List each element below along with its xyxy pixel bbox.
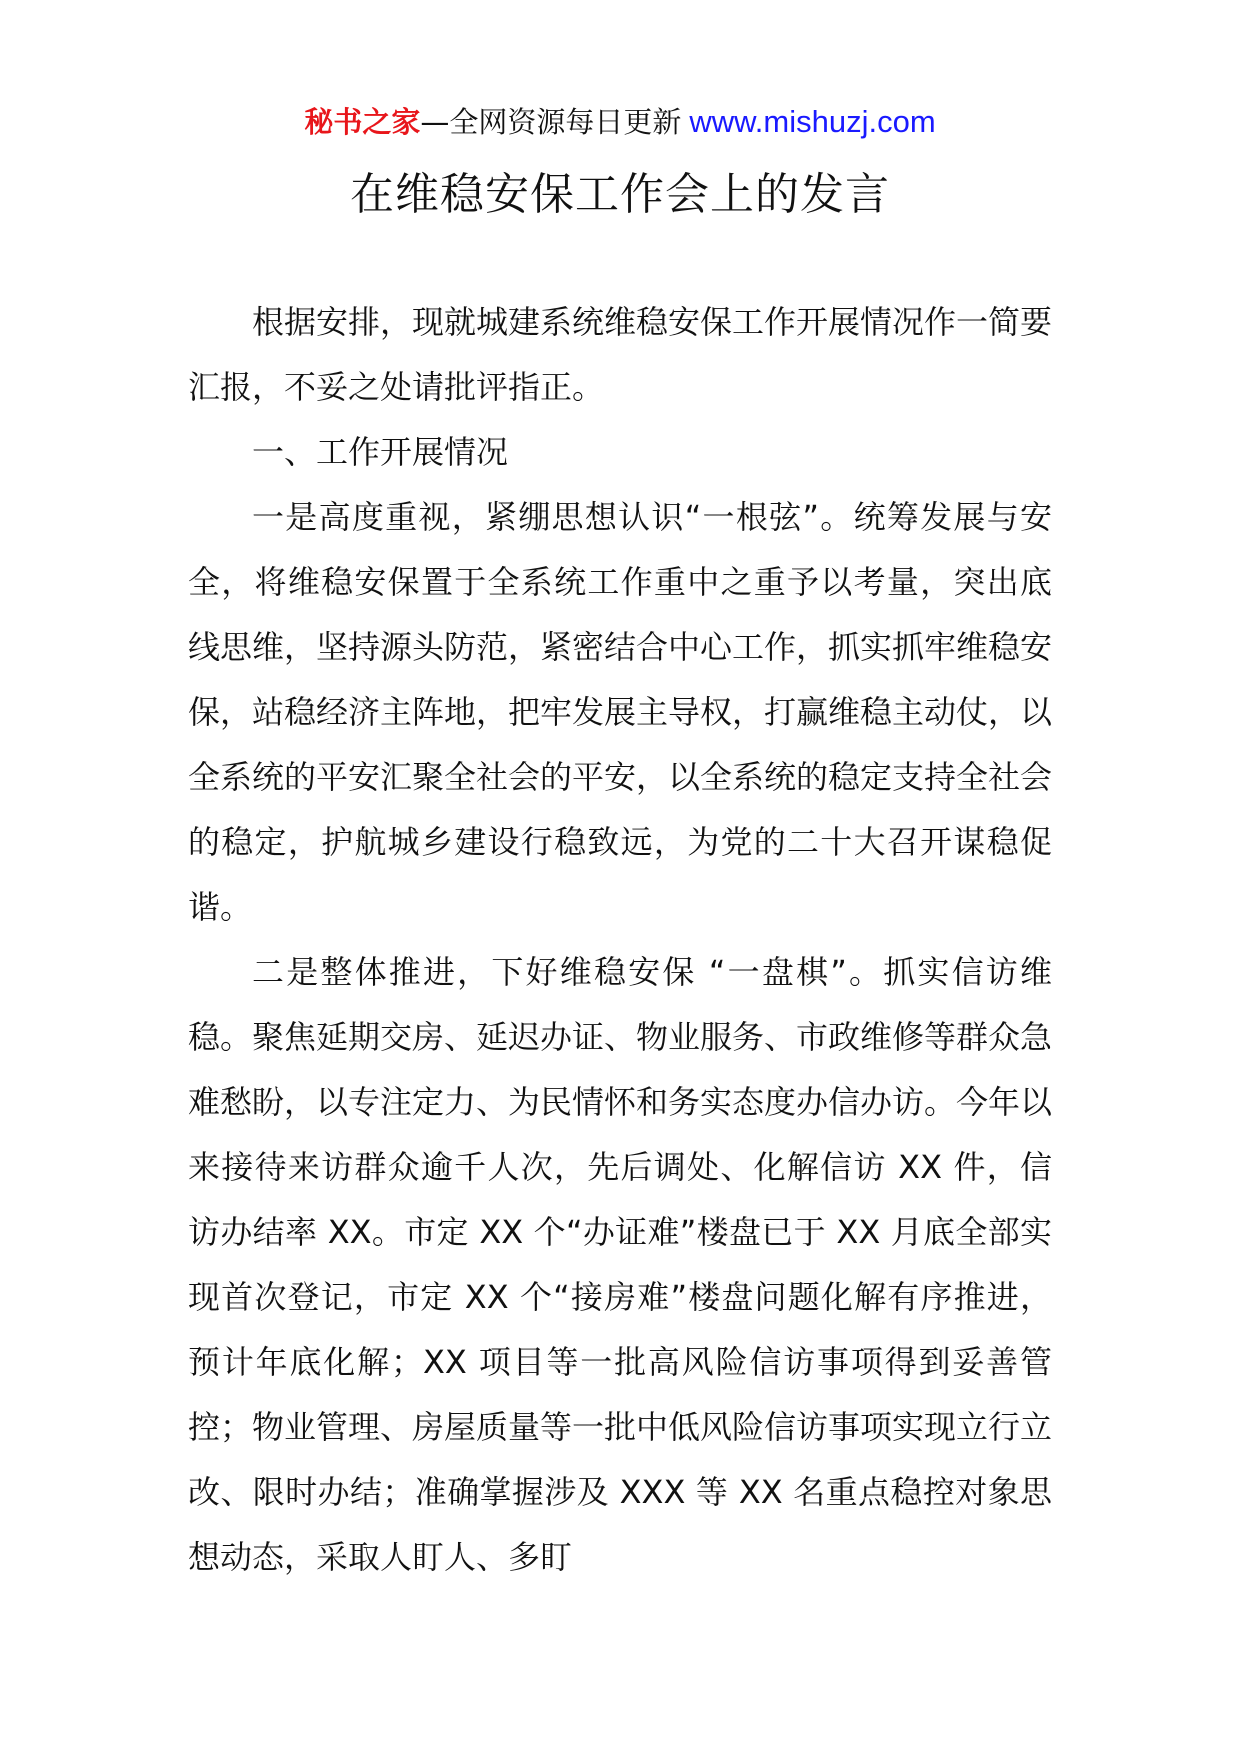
body-paragraph-1: 一是高度重视，紧绷思想认识“一根弦”。统筹发展与安全，将维稳安保置于全系统工作重中之重予以考量，突出底 线思维，坚持源头防范，紧密结合中心工作，抓实抓牢维稳安保，站稳经济主阵地，把牢发展主导权，打赢维稳主动仗，以全系统的平安汇聚全社会的平安，以全系统的稳定支持全社会的稳定，护航城乡建设行稳致远，为党的二十大召开谋稳促谐。 — [188, 498, 1053, 926]
site-header — [0, 100, 1240, 144]
document-body — [188, 290, 1052, 1590]
section-heading: 一、工作开展情况 — [252, 433, 509, 471]
header-tagline: —全网资源每日更新 — [420, 105, 682, 139]
body-paragraph-2: 二是整体推进，下好维稳安保 “一盘棋”。抓实信访维稳。聚焦延期交房、延迟办证、物业服务、市政维修等群众急难愁盼，以专注定力、为民情怀和务实态度办信办访。今年以来接待来访群众逾千人次，先后调处、化解信访 XX 件，信访办结率 XX。市定 XX 个“办证难”楼盘已于 XX 月底全部实现首次登记，市定 XX 个“接房难”楼盘问题化解有序推进，预计年底化解；XX 项目等一批高风险信访事项得到妥善管控；物业管理、房屋质量等一批中低风险信访事项实现立行立改、限时办结；准确掌握涉及 XXX 等 XX 名重点稳控对象思想动态，采取人盯人、多盯 — [188, 953, 1053, 1576]
site-url-link[interactable]: www.mishuzj.com — [689, 104, 936, 139]
document-title: 在维稳安保工作会上的发言 — [350, 169, 890, 220]
intro-paragraph: 根据安排，现就城建系统维稳安保工作开展情况作一简要汇报，不妥之处请批评指正。 — [188, 303, 1053, 406]
brand-name: 秘书之家 — [304, 105, 421, 139]
